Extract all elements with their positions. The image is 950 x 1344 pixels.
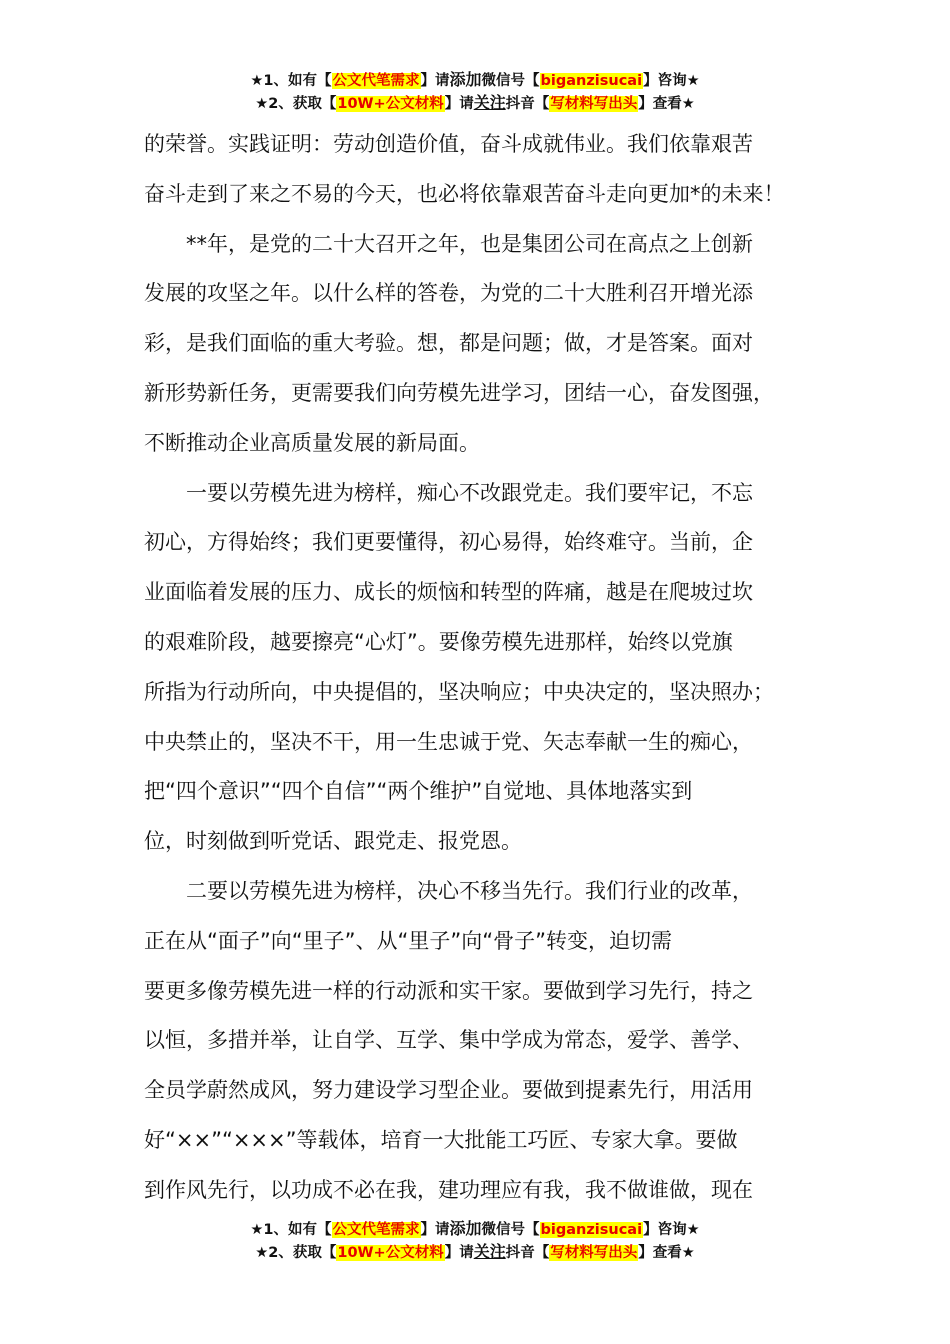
text-line: 全员学蔚然成风，努力建设学习型企业。要做到提素先行，用活用 [144, 1078, 753, 1103]
text-line: 正在从“面子”向“里子”、从“里子”向“骨子”转变，迫切需 [144, 928, 673, 953]
banner-emphasis: 关注 [473, 1242, 506, 1261]
text-line: 初心，方得始终；我们更要懂得，初心易得，始终难守。当前，企 [144, 530, 753, 555]
banner-text: 抖音【 [505, 1245, 550, 1261]
text-line: 的荣誉。实践证明：劳动创造价值，奋斗成就伟业。我们依靠艰苦 [144, 132, 753, 156]
text-line: 把“四个意识”“四个自信”“两个维护”自觉地、具体地落实到 [144, 779, 693, 804]
banner-text: 】查看★ [638, 1245, 695, 1261]
text-line: 业面临着发展的压力、成长的烦恼和转型的阵痛，越是在爬坡过坎 [144, 580, 753, 605]
text-line: 新形势新任务，更需要我们向劳模先进学习，团结一心，奋发图强， [144, 380, 774, 405]
banner-emphasis: 关注 [473, 93, 506, 112]
banner-text: ★2、获取【 [255, 1245, 337, 1261]
douyin-id: 写材料写出头 [550, 1245, 638, 1261]
text-line: 到作风先行，以功成不必在我，建功理应有我，我不做谁做，现在 [144, 1177, 753, 1202]
paragraph-start-line: 一要以劳模先进为榜样，痴心不改跟党走。我们要牢记，不忘 [186, 480, 753, 505]
body-text [144, 120, 834, 1216]
banner-text: 微信号【 [481, 1222, 540, 1238]
banner-line-1 [0, 1218, 950, 1241]
header-banner [0, 69, 950, 115]
paragraph-start-line: **年，是党的二十大召开之年，也是集团公司在高点之上创新 [186, 231, 753, 256]
text-line: 以恒，多措并举，让自学、互学、集中学成为常态，爱学、善学、 [144, 1028, 753, 1053]
banner-text: 】请 [444, 96, 474, 112]
highlight-text: 公文代笔需求 [332, 1222, 420, 1238]
wechat-id: biganzisucai [540, 1222, 643, 1238]
text-line: 所指为行动所向，中央提倡的，坚决响应；中央决定的，坚决照办； [144, 679, 774, 704]
banner-text: 】请 [444, 1245, 474, 1261]
text-line: 不断推动企业高质量发展的新局面。 [144, 430, 480, 455]
text-line: 奋斗走到了来之不易的今天，也必将依靠艰苦奋斗走向更加*的未来！ [144, 181, 785, 206]
banner-text: ★1、如有【 [250, 73, 332, 89]
banner-text: 】请 [420, 73, 450, 89]
highlight-text: 10W+公文材料 [337, 96, 444, 112]
text-line: 的艰难阶段，越要擦亮“心灯”。要像劳模先进那样，始终以党旗 [144, 629, 733, 654]
wechat-id: biganzisucai [540, 73, 643, 89]
banner-emphasis: 添加 [449, 1219, 482, 1238]
text-line: 彩，是我们面临的重大考验。想，都是问题；做，才是答案。面对 [144, 331, 753, 356]
footer-banner [0, 1218, 950, 1264]
highlight-text: 10W+公文材料 [337, 1245, 444, 1261]
banner-text: 微信号【 [481, 73, 540, 89]
text-line: 好“××”“×××”等载体，培育一大批能工巧匠、专家大拿。要做 [144, 1127, 738, 1152]
banner-line-2 [0, 1241, 950, 1264]
banner-line-2 [0, 92, 950, 115]
text-line: 中央禁止的，坚决不干，用一生忠诚于党、矢志奉献一生的痴心， [144, 729, 753, 754]
text-line: 发展的攻坚之年。以什么样的答卷，为党的二十大胜利召开增光添 [144, 281, 753, 306]
banner-emphasis: 添加 [449, 70, 482, 89]
banner-text: 】咨询★ [643, 73, 700, 89]
paragraph-start-line: 二要以劳模先进为榜样，决心不移当先行。我们行业的改革， [186, 878, 753, 903]
banner-text: 抖音【 [505, 96, 550, 112]
banner-text: 】咨询★ [643, 1222, 700, 1238]
douyin-id: 写材料写出头 [550, 96, 638, 112]
text-line: 位，时刻做到听党话、跟党走、报党恩。 [144, 829, 522, 854]
banner-text: 】查看★ [638, 96, 695, 112]
banner-line-1 [0, 69, 950, 92]
banner-text: ★1、如有【 [250, 1222, 332, 1238]
banner-text: 】请 [420, 1222, 450, 1238]
highlight-text: 公文代笔需求 [332, 73, 420, 89]
text-line: 要更多像劳模先进一样的行动派和实干家。要做到学习先行，持之 [144, 978, 753, 1003]
banner-text: ★2、获取【 [255, 96, 337, 112]
